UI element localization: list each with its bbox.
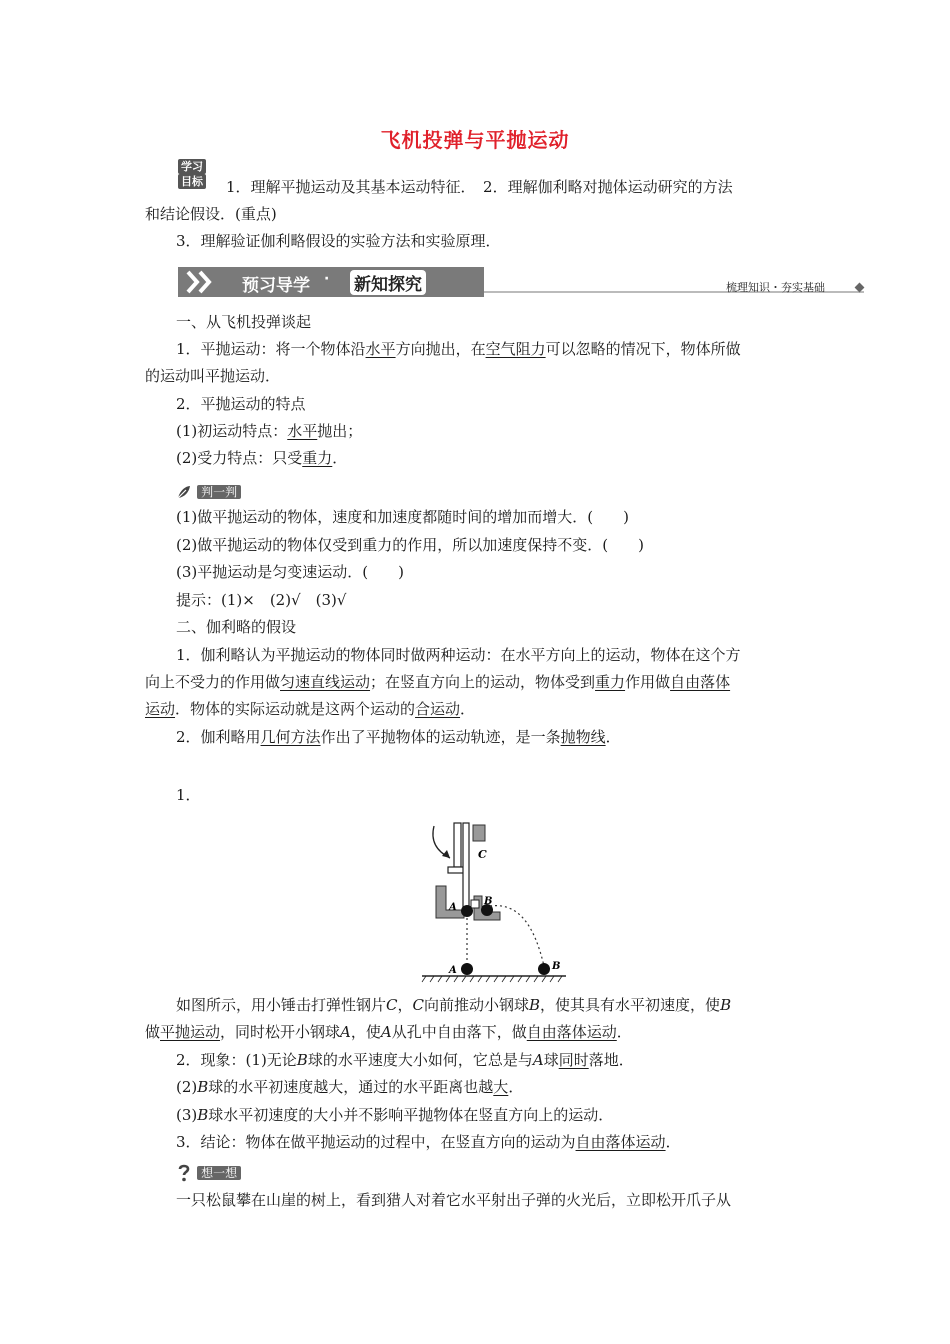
question-mark-icon bbox=[176, 1164, 192, 1182]
text: 从孔中自由落下，做 bbox=[391, 1023, 527, 1041]
section2-p1-line1: 1．伽利略认为平抛运动的物体同时做两种运动：在水平方向上的运动，物体在这个方 bbox=[176, 646, 741, 664]
section1-p4 bbox=[176, 448, 347, 468]
text: 2．现象：(1)无论 bbox=[176, 1051, 297, 1069]
conclusion bbox=[176, 1132, 681, 1152]
judge-q3: (3)平抛运动是匀变速运动．( ) bbox=[176, 563, 404, 581]
text: (2) bbox=[176, 1078, 198, 1096]
text: (3) bbox=[176, 1106, 198, 1124]
text: ， bbox=[397, 996, 413, 1014]
text: ． bbox=[332, 449, 348, 467]
text: 作出了平抛物体的运动轨迹，是一条 bbox=[320, 728, 561, 746]
experiment-desc-line2 bbox=[145, 1022, 632, 1042]
var: B bbox=[197, 1078, 209, 1096]
section2-p1-line3 bbox=[145, 699, 475, 719]
ball-a-top bbox=[461, 905, 473, 917]
section1-p3 bbox=[176, 421, 362, 441]
section2-p2 bbox=[176, 727, 621, 747]
text: ，同时松开小钢球 bbox=[220, 1023, 341, 1041]
answer-blank: 几何方法 bbox=[260, 728, 321, 746]
objectives-badge bbox=[178, 159, 206, 189]
text: ．物体的实际运动就是这两个运动的 bbox=[175, 700, 416, 718]
section2-p1-line2 bbox=[145, 672, 730, 692]
text: 作用做 bbox=[625, 673, 671, 691]
banner-label-explore-box bbox=[350, 270, 426, 295]
think-tag: 想一想 bbox=[197, 1166, 241, 1180]
holder-square bbox=[471, 900, 479, 908]
answer-blank: 合运动 bbox=[415, 700, 461, 718]
section2-heading: 二、伽利略的假设 bbox=[176, 618, 297, 636]
judge-hint: 提示：(1)× (2)√ (3)√ bbox=[176, 591, 347, 609]
label-b-bottom: B bbox=[552, 961, 561, 972]
result-1 bbox=[176, 1050, 634, 1070]
text: 如图所示，用小锤击打弹性钢片 bbox=[176, 996, 387, 1014]
text: ，使其具有水平初速度，使 bbox=[540, 996, 721, 1014]
answer-blank: 水平 bbox=[287, 422, 318, 440]
hammer-bar bbox=[454, 823, 461, 867]
answer-blank: 大 bbox=[493, 1078, 509, 1096]
answer-blank: 同时 bbox=[558, 1051, 589, 1069]
label-a-bottom: A bbox=[449, 965, 457, 976]
text: 落地． bbox=[588, 1051, 634, 1069]
answer-blank: 平抛运动 bbox=[160, 1023, 221, 1041]
answer-blank: 自由落体运动 bbox=[575, 1133, 666, 1151]
answer-blank: 自由落体 bbox=[670, 673, 731, 691]
judge-header bbox=[176, 481, 241, 500]
section-banner bbox=[178, 267, 484, 297]
answer-blank: 抛物线 bbox=[560, 728, 606, 746]
label-c: C bbox=[478, 848, 487, 861]
judge-q2: (2)做平抛运动的物体仅受到重力的作用，所以加速度保持不变．( ) bbox=[176, 536, 644, 554]
answer-blank: 重力 bbox=[302, 449, 333, 467]
banner-right-text: 梳理知识・夯实基础 bbox=[726, 281, 825, 294]
judge-q1: (1)做平抛运动的物体，速度和加速度都随时间的增加而增大．( ) bbox=[176, 508, 629, 526]
text: (2)受力特点：只受 bbox=[176, 449, 303, 467]
text: 球的水平速度大小如何，它总是与 bbox=[307, 1051, 533, 1069]
answer-blank: 空气阻力 bbox=[485, 340, 546, 358]
var: B bbox=[296, 1051, 308, 1069]
text: (1)初运动特点： bbox=[176, 422, 288, 440]
section1-heading: 一、从飞机投弹谈起 bbox=[176, 313, 312, 331]
label-a-top: A bbox=[449, 902, 457, 913]
page-title: 飞机投弹与平抛运动 bbox=[380, 128, 570, 152]
text: ． bbox=[508, 1078, 524, 1096]
objective-line3: 3．理解验证伽利略假设的实验方法和实验原理． bbox=[176, 232, 501, 250]
var: B bbox=[720, 996, 732, 1014]
text: 向前推动小钢球 bbox=[424, 996, 530, 1014]
text: 球水平初速度的大小并不影响平抛物体在竖直方向上的运动． bbox=[208, 1106, 614, 1124]
text: 向上不受力的作用做 bbox=[145, 673, 281, 691]
experiment-desc-line1 bbox=[176, 995, 731, 1015]
objective-line2: 和结论假设．(重点) bbox=[145, 205, 277, 223]
experiment-number: 1． bbox=[176, 786, 201, 804]
var: C bbox=[386, 996, 398, 1014]
text: ． bbox=[616, 1023, 632, 1041]
badge-line1: 学习 bbox=[178, 159, 206, 174]
text: 2．伽利略用 bbox=[176, 728, 261, 746]
text: 抛出； bbox=[317, 422, 363, 440]
var: B bbox=[529, 996, 541, 1014]
badge-line2: 目标 bbox=[178, 174, 206, 189]
text: ，使 bbox=[350, 1023, 381, 1041]
answer-blank: 重力 bbox=[595, 673, 626, 691]
text: 1．平抛运动：将一个物体沿 bbox=[176, 340, 366, 358]
text: ． bbox=[605, 728, 621, 746]
var: B bbox=[197, 1106, 209, 1124]
text: 可以忽略的情况下，物体所做 bbox=[545, 340, 741, 358]
ball-b-bottom bbox=[538, 963, 550, 975]
text: ． bbox=[665, 1133, 681, 1151]
text: 球 bbox=[543, 1051, 559, 1069]
label-b-top: B bbox=[484, 896, 493, 907]
text: 球的水平初速度越大，通过的水平距离也越 bbox=[208, 1078, 494, 1096]
var: C bbox=[412, 996, 424, 1014]
answer-blank: 自由落体运动 bbox=[526, 1023, 617, 1041]
think-text: 一只松鼠攀在山崖的树上，看到猎人对着它水平射出子弹的火光后，立即松开爪子从 bbox=[176, 1191, 732, 1209]
objective-line1: 1．理解平抛运动及其基本运动特征． 2．理解伽利略对抛体运动研究的方法 bbox=[226, 178, 733, 196]
ball-a-bottom bbox=[461, 963, 473, 975]
think-header bbox=[176, 1162, 241, 1182]
text: 方向抛出，在 bbox=[395, 340, 486, 358]
text: 做 bbox=[145, 1023, 161, 1041]
section1-p1-line2: 的运动叫平抛运动． bbox=[145, 367, 281, 385]
leaf-icon bbox=[176, 484, 192, 500]
answer-blank: 水平 bbox=[365, 340, 396, 358]
banner-label-explore: 新知探究 bbox=[354, 275, 422, 295]
var: A bbox=[532, 1051, 544, 1069]
var: A bbox=[340, 1023, 351, 1041]
experiment-figure bbox=[420, 818, 570, 984]
section1-p1 bbox=[176, 339, 741, 359]
plate-c bbox=[473, 825, 485, 841]
result-3 bbox=[176, 1105, 613, 1125]
double-chevron-icon bbox=[184, 269, 218, 295]
result-2 bbox=[176, 1077, 523, 1097]
text: ；在竖直方向上的运动，物体受到 bbox=[370, 673, 596, 691]
elastic-plate bbox=[463, 823, 469, 913]
banner-dot: · bbox=[324, 271, 330, 287]
text: 3．结论：物体在做平抛运动的过程中，在竖直方向的运动为 bbox=[176, 1133, 576, 1151]
answer-blank: 匀速直线运动 bbox=[280, 673, 371, 691]
ground-hatch bbox=[422, 976, 562, 982]
text: ． bbox=[460, 700, 476, 718]
answer-blank: 运动 bbox=[145, 700, 176, 718]
judge-tag: 判一判 bbox=[197, 485, 241, 499]
banner-label-preview: 预习导学 bbox=[242, 276, 310, 296]
var: A bbox=[380, 1023, 392, 1041]
section1-p2: 2．平抛运动的特点 bbox=[176, 395, 306, 413]
